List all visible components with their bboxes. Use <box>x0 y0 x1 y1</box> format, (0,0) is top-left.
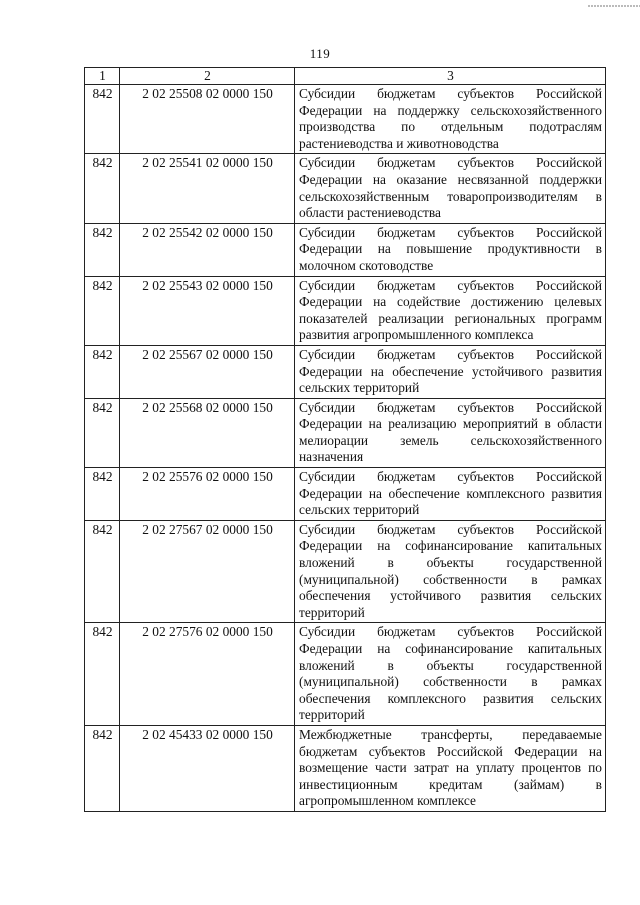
header-col-3: 3 <box>295 68 606 85</box>
table-row <box>85 398 606 467</box>
budget-code-cell: 2 02 25567 02 0000 150 <box>120 345 295 398</box>
table-row <box>85 345 606 398</box>
table-row <box>85 468 606 521</box>
page-number: 119 <box>309 46 331 61</box>
admin-code-cell: 842 <box>85 85 120 154</box>
budget-code-cell: 2 02 25543 02 0000 150 <box>120 276 295 345</box>
admin-code-cell: 842 <box>85 725 120 811</box>
revenue-name-cell: Субсидии бюджетам субъектов Российской Федерации на софинансирование капитальных вложений в объекты государственной (муниципальной) собственности в рамках обеспечения устойчивого развития сельских территорий <box>295 520 606 623</box>
table-row <box>85 520 606 623</box>
revenue-name-cell: Субсидии бюджетам субъектов Российской Федерации на реализацию мероприятий в области мелиорации земель сельскохозяйственного назначения <box>295 398 606 467</box>
revenue-name-cell: Субсидии бюджетам субъектов Российской Федерации на поддержку сельскохозяйственного производства по отдельным подотраслям растениеводства и животноводства <box>295 85 606 154</box>
table-row <box>85 154 606 223</box>
revenue-name-cell: Субсидии бюджетам субъектов Российской Федерации на повышение продуктивности в молочном скотоводстве <box>295 223 606 276</box>
revenue-name-cell: Субсидии бюджетам субъектов Российской Федерации на софинансирование капитальных вложений в объекты государственной (муниципальной) собственности в рамках обеспечения комплексного развития сельских территорий <box>295 623 606 726</box>
revenue-name-cell: Субсидии бюджетам субъектов Российской Федерации на обеспечение устойчивого развития сельских территорий <box>295 345 606 398</box>
admin-code-cell: 842 <box>85 468 120 521</box>
budget-code-cell: 2 02 25576 02 0000 150 <box>120 468 295 521</box>
budget-code-cell: 2 02 25542 02 0000 150 <box>120 223 295 276</box>
budget-code-cell: 2 02 25568 02 0000 150 <box>120 398 295 467</box>
table-header-row <box>85 68 606 85</box>
admin-code-cell: 842 <box>85 623 120 726</box>
admin-code-cell: 842 <box>85 520 120 623</box>
table-row <box>85 276 606 345</box>
header-col-1: 1 <box>85 68 120 85</box>
scan-corner-mark <box>588 0 640 10</box>
table-row <box>85 223 606 276</box>
revenue-name-cell: Межбюджетные трансферты, передаваемые бюджетам субъектов Российской Федерации на возмещение части затрат на уплату процентов по инвестиционным кредитам (займам) в агропромышленном комплексе <box>295 725 606 811</box>
table-row <box>85 85 606 154</box>
budget-code-cell: 2 02 25541 02 0000 150 <box>120 154 295 223</box>
budget-code-cell: 2 02 27567 02 0000 150 <box>120 520 295 623</box>
budget-code-cell: 2 02 27576 02 0000 150 <box>120 623 295 726</box>
admin-code-cell: 842 <box>85 345 120 398</box>
admin-code-cell: 842 <box>85 276 120 345</box>
table-row <box>85 725 606 811</box>
admin-code-cell: 842 <box>85 223 120 276</box>
revenue-name-cell: Субсидии бюджетам субъектов Российской Федерации на оказание несвязанной поддержки сельскохозяйственным товаропроизводителям в области растениеводства <box>295 154 606 223</box>
budget-code-cell: 2 02 45433 02 0000 150 <box>120 725 295 811</box>
budget-codes-table <box>84 67 606 812</box>
header-col-2: 2 <box>120 68 295 85</box>
budget-code-cell: 2 02 25508 02 0000 150 <box>120 85 295 154</box>
admin-code-cell: 842 <box>85 154 120 223</box>
revenue-name-cell: Субсидии бюджетам субъектов Российской Федерации на содействие достижению целевых показателей реализации региональных программ развития агропромышленного комплекса <box>295 276 606 345</box>
table-row <box>85 623 606 726</box>
admin-code-cell: 842 <box>85 398 120 467</box>
revenue-name-cell: Субсидии бюджетам субъектов Российской Федерации на обеспечение комплексного развития сельских территорий <box>295 468 606 521</box>
